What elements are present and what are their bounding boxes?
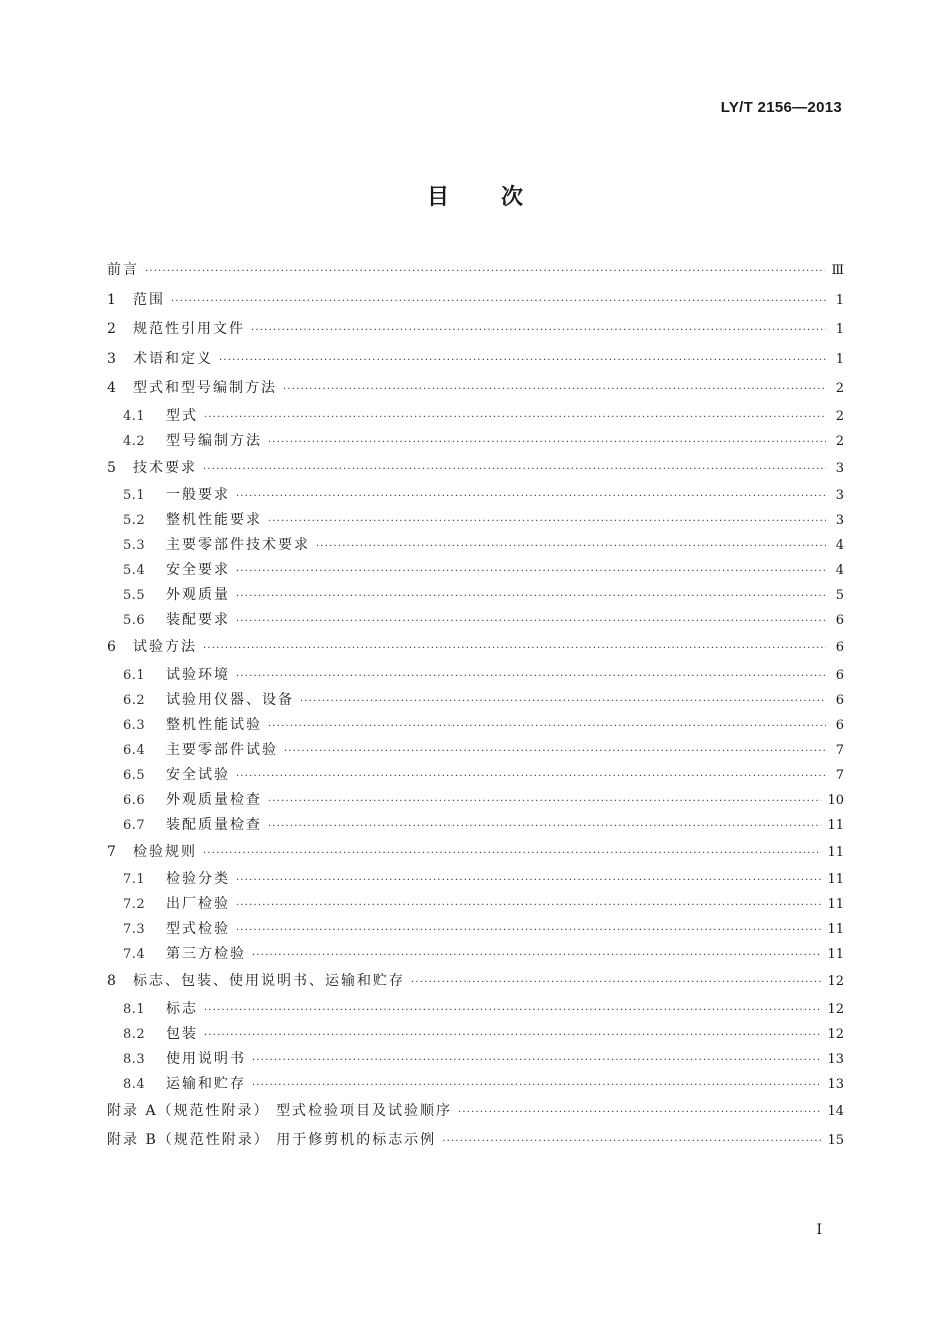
toc-entry-page: 11 [827,947,844,962]
toc-entry-label: 一般要求 [166,487,230,503]
toc-entry-label: 第三方检验 [166,946,246,962]
table-of-contents [107,256,844,1156]
toc-entry[interactable] [107,788,844,813]
toc-entry-page: 6 [835,717,844,733]
toc-entry[interactable] [107,967,844,997]
toc-entry-page: 7 [835,767,844,783]
toc-entry[interactable] [107,663,844,688]
toc-entry-label: 规范性引用文件 [133,321,245,337]
standard-code: LY/T 2156—2013 [720,99,842,116]
dot-leader [236,559,826,584]
dot-leader [219,346,826,376]
dot-leader [236,584,826,609]
dot-leader [204,998,821,1023]
toc-entry[interactable] [107,1022,844,1047]
toc-entry-number: 5 [107,459,116,476]
toc-entry-page: 3 [835,460,844,476]
toc-entry[interactable] [107,738,844,763]
toc-entry[interactable] [107,713,844,738]
toc-entry-number: 5.4 [123,563,146,578]
toc-entry[interactable] [107,688,844,713]
toc-entry-number: 8.4 [123,1076,146,1092]
dot-leader [145,257,825,287]
toc-entry-number: 6 [107,639,116,655]
dot-leader [316,534,826,559]
toc-entry-page: 6 [835,692,844,708]
toc-entry-page: 12 [827,1026,844,1042]
toc-entry[interactable] [107,917,844,942]
toc-entry-page: Ⅲ [831,263,844,278]
dot-leader [236,893,821,918]
toc-entry-page: 11 [827,922,844,937]
toc-entry-label: 装配要求 [166,612,230,628]
toc-entry-label: 附录 A（规范性附录） 型式检验项目及试验顺序 [107,1102,453,1119]
toc-entry-label: 整机性能试验 [166,716,262,733]
toc-entry-page: 14 [827,1103,844,1119]
toc-entry-page: 4 [835,538,844,553]
dot-leader [171,287,826,317]
toc-entry-label: 安全要求 [166,562,230,578]
toc-entry[interactable] [107,404,844,429]
toc-entry[interactable] [107,1047,844,1072]
toc-entry-number: 5.6 [123,613,146,628]
dot-leader [252,943,821,968]
toc-entry-page: 3 [835,488,844,503]
toc-entry-page: 7 [835,742,844,758]
toc-entry-page: 12 [827,974,844,989]
toc-entry[interactable] [107,1097,844,1127]
title-char-1: 目 [426,185,449,210]
dot-leader [236,664,826,689]
dot-leader [252,1073,821,1098]
dot-leader [458,1098,821,1128]
toc-entry-page: 2 [835,408,844,424]
toc-entry-label: 附录 B（规范性附录） 用于修剪机的标志示例 [107,1132,437,1148]
toc-entry[interactable] [107,429,844,454]
toc-entry-page: 5 [835,588,844,603]
toc-entry-label: 型式检验 [166,921,230,937]
toc-entry-page: 6 [835,667,844,683]
dot-leader [268,714,826,739]
toc-entry-label: 型式和型号编制方法 [133,380,277,396]
toc-entry-label: 主要零部件技术要求 [166,537,310,553]
page-folio: Ⅰ [816,1222,822,1238]
toc-entry-label: 整机性能要求 [166,512,262,528]
toc-entry-number: 7.2 [123,897,146,912]
toc-entry-page: 1 [835,292,844,308]
dot-leader [203,455,826,485]
toc-entry-label: 主要零部件试验 [166,741,278,758]
toc-entry-page: 11 [827,817,844,833]
toc-entry-number: 6.4 [123,742,146,758]
toc-entry-number: 6.6 [123,792,146,808]
toc-entry-page: 3 [835,513,844,528]
dot-leader [203,839,821,869]
toc-entry[interactable] [107,256,844,286]
toc-entry-page: 12 [827,1001,844,1017]
toc-entry-page: 2 [835,381,844,396]
toc-entry-label: 试验用仪器、设备 [166,691,294,708]
toc-entry-label: 安全试验 [166,766,230,783]
toc-entry-number: 4.1 [123,408,146,424]
toc-entry-label: 检验规则 [133,843,197,860]
toc-entry-number: 8.2 [123,1026,146,1042]
toc-entry-number: 4 [107,380,116,396]
toc-entry-label: 外观质量检查 [166,791,262,808]
toc-entry-label: 外观质量 [166,587,230,603]
dot-leader [268,509,826,534]
dot-leader [442,1127,821,1157]
toc-entry-number: 7 [107,843,116,860]
toc-entry-number: 2 [107,321,116,337]
toc-entry[interactable] [107,813,844,838]
toc-entry-number: 6.1 [123,667,146,683]
toc-entry[interactable] [107,286,844,316]
toc-entry[interactable] [107,838,844,868]
toc-entry-number: 6.2 [123,692,146,708]
toc-entry-number: 6.7 [123,817,146,833]
toc-entry[interactable] [107,1072,844,1097]
toc-entry-label: 试验方法 [133,639,197,655]
toc-entry[interactable] [107,942,844,967]
toc-entry-label: 装配质量检查 [166,816,262,833]
toc-entry-page: 11 [827,872,844,887]
toc-entry-label: 试验环境 [166,666,230,683]
toc-entry[interactable] [107,315,844,345]
toc-entry[interactable] [107,454,844,484]
toc-entry[interactable] [107,997,844,1022]
toc-entry[interactable] [107,867,844,892]
toc-entry-label: 前言 [107,262,139,278]
toc-entry-label: 运输和贮存 [166,1075,246,1092]
toc-entry-number: 1 [107,291,116,308]
dot-leader [203,634,826,664]
dot-leader [251,316,826,346]
dot-leader [236,868,821,893]
dot-leader [268,789,821,814]
toc-entry-page: 13 [827,1076,844,1092]
toc-entry-page: 10 [827,792,844,808]
dot-leader [283,375,826,405]
title-char-2: 次 [501,185,524,210]
toc-entry[interactable] [107,558,844,583]
toc-entry-page: 6 [835,640,844,655]
dot-leader [236,764,826,789]
toc-entry-label: 使用说明书 [166,1050,246,1067]
toc-entry-page: 4 [835,563,844,578]
toc-entry-number: 5.5 [123,588,146,603]
toc-entry-label: 标志 [166,1000,198,1017]
page-title [0,180,950,211]
toc-entry[interactable] [107,1126,844,1156]
toc-entry-number: 4.2 [123,433,146,449]
toc-entry-page: 1 [835,322,844,337]
toc-entry-label: 包装 [166,1025,198,1042]
toc-entry-page: 11 [827,897,844,912]
dot-leader [204,1023,821,1048]
toc-entry[interactable] [107,892,844,917]
toc-entry-label: 技术要求 [133,459,197,476]
toc-entry-number: 8 [107,973,116,989]
toc-entry-number: 5.3 [123,538,146,553]
toc-entry-page: 13 [827,1051,844,1067]
dot-leader [236,918,821,943]
toc-entry-number: 6.5 [123,767,146,783]
toc-entry-page: 15 [827,1133,844,1148]
toc-entry-number: 7.4 [123,947,146,962]
toc-entry-number: 6.3 [123,717,146,733]
toc-entry-page: 1 [835,351,844,367]
toc-entry[interactable] [107,583,844,608]
toc-entry-label: 标志、包装、使用说明书、运输和贮存 [133,973,405,989]
dot-leader [268,430,826,455]
toc-entry-page: 11 [827,844,844,860]
toc-entry-number: 5.2 [123,513,146,528]
toc-entry-label: 检验分类 [166,871,230,887]
toc-entry-number: 7.3 [123,922,146,937]
dot-leader [284,739,826,764]
toc-entry[interactable] [107,633,844,663]
toc-entry[interactable] [107,508,844,533]
toc-entry-label: 术语和定义 [133,350,213,367]
toc-entry-number: 5.1 [123,488,146,503]
toc-entry[interactable] [107,533,844,558]
toc-entry-label: 范围 [133,291,165,308]
dot-leader [268,814,821,839]
toc-entry-number: 3 [107,350,116,367]
toc-entry[interactable] [107,345,844,375]
toc-entry[interactable] [107,763,844,788]
toc-entry-label: 出厂检验 [166,896,230,912]
toc-entry-number: 7.1 [123,872,146,887]
dot-leader [236,484,826,509]
toc-entry[interactable] [107,608,844,633]
toc-entry-label: 型号编制方法 [166,432,262,449]
toc-entry-number: 8.3 [123,1051,146,1067]
dot-leader [252,1048,821,1073]
toc-entry-page: 6 [835,613,844,628]
toc-entry[interactable] [107,483,844,508]
dot-leader [204,405,826,430]
dot-leader [236,609,826,634]
toc-entry-label: 型式 [166,407,198,424]
toc-entry[interactable] [107,374,844,404]
toc-entry-number: 8.1 [123,1001,146,1017]
dot-leader [300,689,826,714]
dot-leader [411,968,821,998]
toc-entry-page: 2 [835,433,844,449]
